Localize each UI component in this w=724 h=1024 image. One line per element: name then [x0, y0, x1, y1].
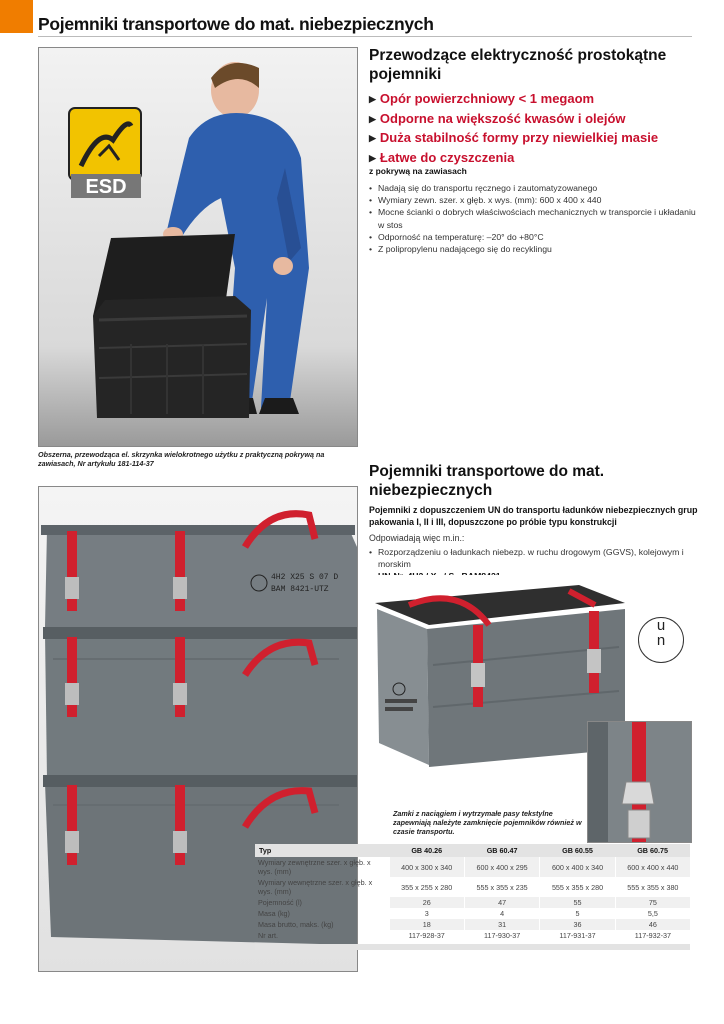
table-cell: 5	[540, 908, 615, 919]
table-row	[255, 919, 690, 930]
feature-list	[369, 182, 699, 255]
table-header-row	[255, 844, 690, 857]
highlight-item: ▶ Opór powierzchniowy < 1 megaom	[369, 91, 595, 106]
page-title: Pojemniki transportowe do mat. niebezpiecznych	[38, 14, 434, 34]
table-cell: 47	[464, 897, 539, 908]
row-label: Masa brutto, maks. (kg)	[258, 920, 334, 929]
section-heading-dangerous-goods: Pojemniki transportowe do mat. niebezpiecznych	[369, 463, 605, 499]
table-cell: 600 x 400 x 440	[615, 857, 690, 877]
highlight-list	[369, 90, 699, 168]
column-header: GB 40.26	[389, 844, 464, 857]
closure-detail-photo	[587, 721, 692, 843]
table-cell: 117-928-37	[389, 930, 464, 947]
table-row	[255, 877, 690, 897]
strap-buckle-detail	[588, 722, 691, 842]
list-item: • Mocne ścianki o dobrych właściwościach mechanicznych w transporcie i układaniu w stos	[369, 206, 699, 230]
table-cell: 117-930-37	[464, 930, 539, 947]
highlight-item: ▶ Łatwe do czyszczenia	[369, 149, 515, 165]
list-item: • Z polipropylenu nadającego się do recyklingu	[369, 243, 699, 255]
table-cell: 55	[540, 897, 615, 908]
arrow-right-icon: ▶	[369, 94, 376, 104]
table-row	[255, 857, 690, 877]
table-cell: 600 x 400 x 295	[464, 857, 539, 877]
section-tab	[0, 0, 33, 33]
subheading-hinged-lid: z pokrywą na zawiasach	[369, 166, 467, 176]
row-label: Nr art.	[255, 930, 389, 947]
closure-detail-caption: Zamki z naciągiem i wytrzymałe pasy tekstylne zapewniają należyte zamknięcie pojemników również w czasie transportu.	[393, 809, 582, 836]
table-row	[255, 908, 690, 919]
product-table	[255, 844, 690, 950]
list-item: • Nadają się do transportu ręcznego i zautomatyzowanego	[369, 182, 699, 194]
table-cell: 5,5	[615, 908, 690, 919]
column-header: GB 60.75	[615, 844, 690, 857]
esd-logo-text: ESD	[85, 176, 127, 198]
title-divider	[38, 36, 692, 37]
list-item: • Rozporządzeniu o ładunkach niebezp. w ruchu drogowym (GGVS), kolejowym i morskim	[369, 546, 699, 570]
list-item: • Wymiary zewn. szer. x głęb. x wys. (mm): 600 x 400 x 440	[369, 194, 699, 206]
arrow-right-icon: ▶	[369, 133, 376, 143]
box-marking-line: BAM 8421-UTZ	[271, 585, 329, 594]
highlight-item: ▶ Duża stabilność formy przy niewielkiej masie	[369, 130, 659, 145]
un-certification-mark: u n	[638, 617, 684, 663]
table-cell: 117-932-37	[615, 930, 690, 947]
table-cell: 555 x 355 x 235	[464, 877, 539, 897]
table-cell: 400 x 300 x 340	[389, 857, 464, 877]
column-header: GB 60.47	[464, 844, 539, 857]
row-label: Pojemność (l)	[258, 898, 302, 907]
table-cell: 600 x 400 x 340	[540, 857, 615, 877]
row-label: Wymiary zewnętrzne szer. x głęb. x wys. (mm)	[258, 858, 371, 876]
table-row	[255, 930, 690, 947]
table-cell: 36	[540, 919, 615, 930]
table-cell: 555 x 355 x 380	[615, 877, 690, 897]
table-cell: 3	[389, 908, 464, 919]
list-item: • Odporność na temperaturę: –20° do +80°C	[369, 231, 699, 243]
table-cell: 75	[615, 897, 690, 908]
photo-caption-esd: Obszerna, przewodząca el. skrzynka wielokrotnego użytku z praktyczną pokrywą na zawiasach, Nr artykułu 181-114-37	[38, 450, 325, 468]
section-intro: Pojemniki z dopuszczeniem UN do transportu ładunków niebezpiecznych grup pakowania I, II i III, dopuszczone po próbie typu konstrukcji	[369, 505, 698, 528]
row-label: Masa (kg)	[258, 909, 290, 918]
esd-logo	[69, 108, 141, 198]
table-cell: 555 x 355 x 280	[540, 877, 615, 897]
column-header: Typ	[255, 844, 389, 857]
esd-box	[93, 234, 251, 418]
section-note: Odpowiadają więc m.in.:	[369, 533, 465, 543]
table-row	[255, 897, 690, 908]
table-cell: 355 x 255 x 280	[389, 877, 464, 897]
column-header: GB 60.55	[540, 844, 615, 857]
table-cell: 26	[389, 897, 464, 908]
table-cell: 117-931-37	[540, 930, 615, 947]
esd-box-photo	[38, 47, 358, 447]
arrow-right-icon: ▶	[369, 113, 376, 124]
highlight-item: ▶ Odporne na większość kwasów i olejów	[369, 110, 626, 126]
table-cell: 46	[615, 919, 690, 930]
row-label: Wymiary wewnętrzne szer. x głęb. x wys. (mm)	[258, 878, 373, 896]
arrow-right-icon: ▶	[369, 152, 376, 163]
section-heading-conductive-boxes: Przewodzące elektryczność prostokątne pojemniki	[369, 47, 667, 83]
table-cell: 18	[389, 919, 464, 930]
box-marking-line: 4H2 X25 S 07 D	[271, 573, 339, 582]
table-cell: 4	[464, 908, 539, 919]
table-cell: 31	[464, 919, 539, 930]
